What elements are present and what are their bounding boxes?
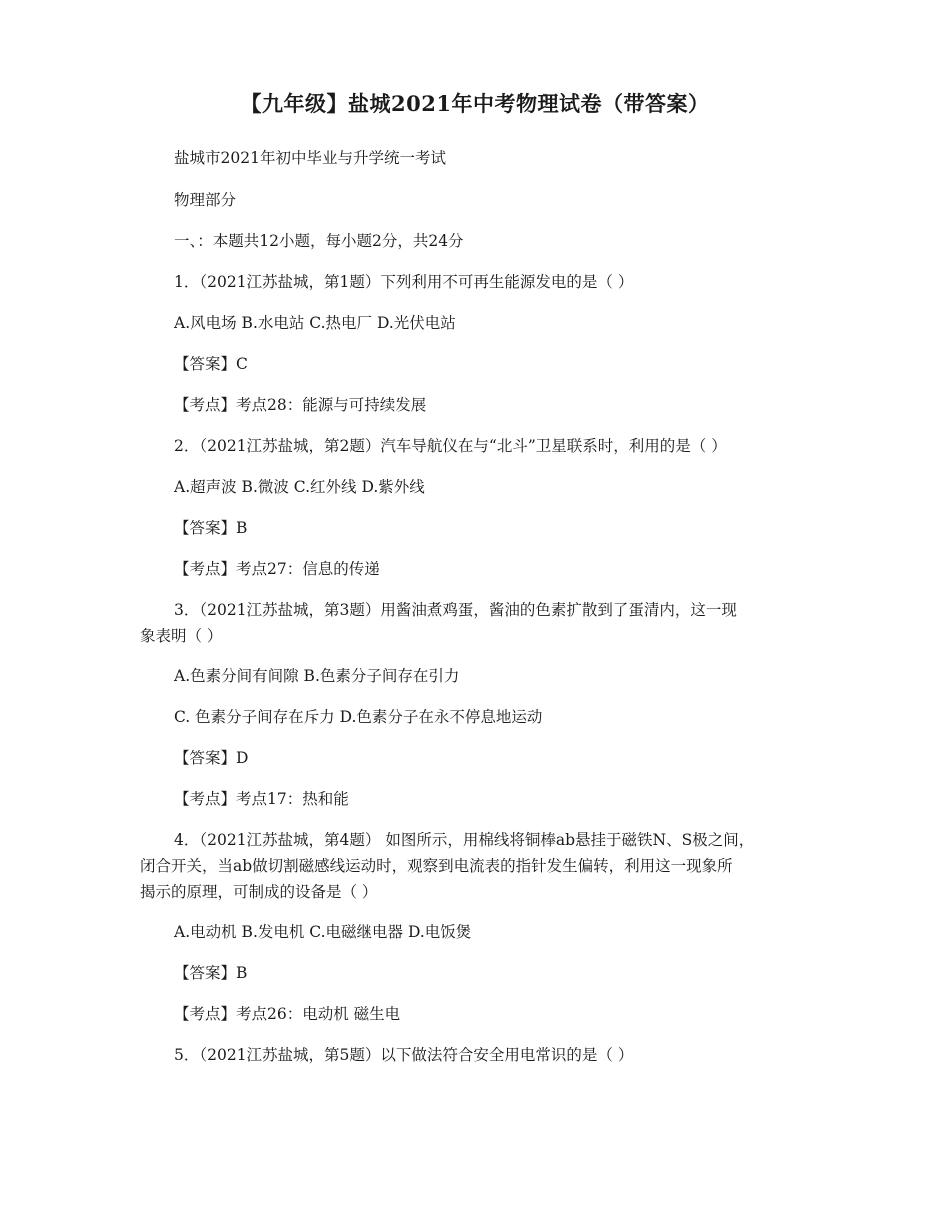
question-3-answer: 【答案】D bbox=[174, 749, 249, 767]
question-4-answer: 【答案】B bbox=[174, 964, 248, 982]
question-3-line-2: 象表明（ ） bbox=[140, 627, 223, 645]
question-1-answer: 【答案】C bbox=[174, 355, 248, 373]
question-4-line-3: 揭示的原理，可制成的设备是（ ） bbox=[140, 883, 378, 901]
section-instructions: 一、：本题共12小题，每小题2分，共24分 bbox=[174, 232, 464, 250]
question-2-topic: 【考点】考点27：信息的传递 bbox=[174, 560, 380, 578]
question-1: 1．（2021江苏盐城，第1题）下列利用不可再生能源发电的是（ ） bbox=[174, 273, 634, 291]
question-3-options-ab: A.色素分间有间隙 B.色素分子间存在引力 bbox=[174, 667, 460, 685]
question-4-line-2: 闭合开关，当ab做切割磁感线运动时，观察到电流表的指针发生偏转，利用这一现象所 bbox=[140, 857, 733, 875]
question-5: 5．（2021江苏盐城，第5题）以下做法符合安全用电常识的是（ ） bbox=[174, 1046, 634, 1064]
question-4 bbox=[140, 827, 820, 905]
question-3-line-1: 3．（2021江苏盐城，第3题）用酱油煮鸡蛋，酱油的色素扩散到了蛋清内，这一现 bbox=[174, 601, 737, 619]
question-2-answer: 【答案】B bbox=[174, 519, 248, 537]
question-4-line-1: 4．（2021江苏盐城，第4题） 如图所示，用棉线将铜棒ab悬挂于磁铁N、S极之间， bbox=[174, 831, 755, 849]
question-1-options: A.风电场 B.水电站 C.热电厂 D.光伏电站 bbox=[174, 314, 456, 332]
section-name: 物理部分 bbox=[174, 191, 237, 209]
question-2-options: A.超声波 B.微波 C.红外线 D.紫外线 bbox=[174, 478, 425, 496]
question-4-options: A.电动机 B.发电机 C.电磁继电器 D.电饭煲 bbox=[174, 923, 472, 941]
question-3 bbox=[140, 597, 820, 649]
exam-name: 盐城市2021年初中毕业与升学统一考试 bbox=[174, 149, 446, 167]
document-title: 【九年级】盐城2021年中考物理试卷（带答案） bbox=[240, 91, 710, 116]
question-3-topic: 【考点】考点17：热和能 bbox=[174, 790, 349, 808]
question-3-options-cd: C. 色素分子间存在斥力 D.色素分子在永不停息地运动 bbox=[174, 708, 543, 726]
question-1-topic: 【考点】考点28：能源与可持续发展 bbox=[174, 396, 427, 414]
question-2: 2．（2021江苏盐城，第2题）汽车导航仪在与“北斗”卫星联系时，利用的是（ ） bbox=[174, 437, 727, 455]
question-4-topic: 【考点】考点26：电动机 磁生电 bbox=[174, 1005, 401, 1023]
